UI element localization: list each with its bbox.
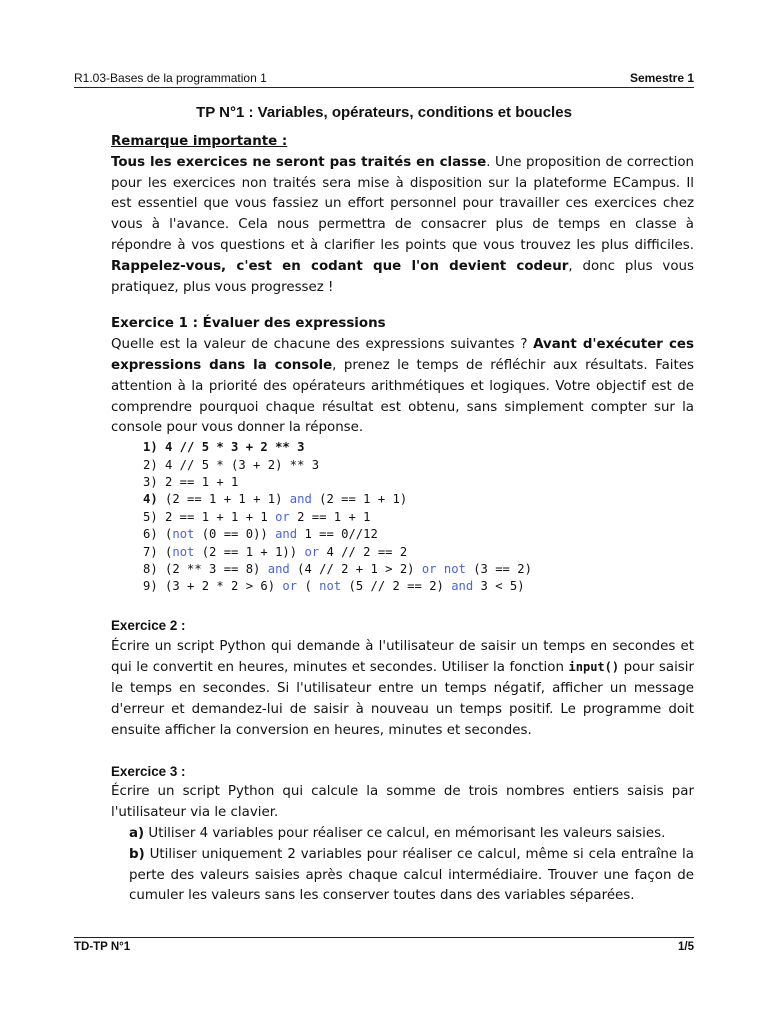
expression-text: 4)	[143, 492, 166, 507]
expression-text: 3 < 5)	[473, 579, 525, 594]
expression-text: 7) (	[143, 544, 173, 559]
keyword-token: or	[304, 544, 320, 559]
exercise-2-text	[111, 637, 694, 742]
keyword-token: and	[275, 527, 298, 542]
expression-item	[143, 526, 694, 543]
expression-item	[143, 439, 694, 456]
expression-item	[143, 561, 694, 578]
expression-text: 1 == 0//12	[297, 527, 378, 542]
exercise-3-title: Exercice 3 :	[111, 763, 186, 779]
ex2-code-input: input()	[568, 660, 620, 675]
expression-text: (2 == 1 + 1 + 1)	[165, 492, 290, 507]
keyword-token: not	[172, 544, 195, 559]
course-name: R1.03-Bases de la programmation 1	[74, 71, 267, 85]
expression-text: (2 == 1 + 1)	[311, 492, 408, 507]
expression-item	[143, 474, 694, 491]
part-b-label: b)	[129, 846, 145, 862]
expression-text: (3 == 2)	[465, 562, 532, 576]
exercise-3-part-a	[111, 824, 694, 845]
remarque-text-1: . Une proposition de correction pour les exercices non traités sera mise à disposition sur la plateforme ECampus. Il est essentiel que vous fassiez un effort personnel pour travailler ces exercices chez vous à l'avance. Cela nous permettra de consacrer plus de temps en classe à répondre à vos questions et à clarifier les points que vous trouvez les plus difficiles.	[111, 154, 695, 253]
keyword-token: or	[282, 579, 298, 594]
expression-text: 6) (	[143, 527, 173, 542]
remarque-strong-1: Tous les exercices ne seront pas traités en classe	[111, 154, 487, 170]
expression-list	[111, 439, 694, 596]
expression-text: 5) 2 == 1 + 1 + 1	[143, 509, 276, 524]
exercise-2-title: Exercice 2 :	[111, 617, 186, 633]
page-title: TP N°1 : Variables, opérateurs, conditions et boucles	[196, 104, 572, 121]
expression-text: 2) 4 // 5 * (3 + 2) ** 3	[143, 457, 320, 472]
expression-text: 3) 2 == 1 + 1	[143, 474, 239, 489]
part-a-label: a)	[129, 825, 145, 841]
expression-item	[143, 491, 694, 508]
ex1-text-2: , prenez le temps de réfléchir aux résultats. Faites attention à la priorité des opérateurs arithmétiques et logiques. Votre objectif est de comprendre pourquoi chaque résultat est obtenu, sans simplement compter sur la console pour vous donner la réponse.	[111, 357, 694, 436]
expression-text: (	[297, 579, 320, 594]
expression-item	[143, 457, 694, 474]
page-footer	[74, 937, 694, 956]
exercise-3-text: Écrire un script Python qui calcule la somme de trois nombres entiers saisis par l'utilisateur via le clavier.	[111, 784, 694, 821]
expression-text: (5 // 2 == 2)	[341, 579, 452, 594]
part-a-text: Utiliser 4 variables pour réaliser ce calcul, en mémorisant les valeurs saisies.	[144, 825, 666, 841]
keyword-token: and	[267, 562, 290, 576]
expression-text: 1) 4 // 5 * 3 + 2 ** 3	[143, 440, 305, 455]
remarque-text-2: , donc plus vous pratiquez, plus vous progressez !	[111, 258, 694, 295]
remarque-heading: Remarque importante :	[111, 134, 288, 149]
expression-text: 4 // 2 == 2	[319, 544, 408, 559]
remarque-paragraph	[111, 153, 694, 299]
page-header	[74, 69, 694, 88]
expression-text: (0 == 0))	[194, 527, 276, 542]
keyword-token: or	[275, 509, 290, 524]
expression-item	[143, 578, 694, 595]
keyword-token: and	[289, 492, 312, 507]
part-b-text: Utiliser uniquement 2 variables pour réaliser ce calcul, même si cela entraîne la perte des valeurs saisies après chaque calcul intermédiaire. Trouver une façon de cumuler les valeurs sans les conserver toutes dans des variables séparées.	[129, 846, 694, 904]
page-number: 1/5	[678, 941, 694, 953]
keyword-token: or not	[421, 562, 466, 576]
ex1-strong: Avant d'exécuter ces expressions dans la console	[111, 337, 694, 373]
expression-text: (4 // 2 + 1 > 2)	[289, 562, 422, 576]
exercise-3-part-b	[111, 845, 694, 907]
exercise-1-title: Exercice 1 : Évaluer des expressions	[111, 316, 386, 332]
ex2-text-2: pour saisir le temps en secondes. Si l'utilisateur entre un temps négatif, afficher un message d'erreur et demandez-lui de saisir à nouveau un temps positif. Le programme doit ensuite afficher la conversion en heures, minutes et secondes.	[111, 660, 694, 738]
ex1-text-1: Quelle est la valeur de chacune des expressions suivantes ?	[111, 337, 534, 353]
semester-label: Semestre 1	[629, 71, 694, 85]
document-body	[111, 132, 694, 907]
footer-doc-label: TD-TP N°1	[74, 941, 131, 953]
expression-item	[143, 509, 694, 526]
keyword-token: not	[319, 579, 342, 594]
expression-text: 8) (2 ** 3 == 8)	[143, 562, 268, 576]
expression-text: (2 == 1 + 1))	[194, 544, 305, 559]
ex2-text-1: Écrire un script Python qui demande à l'utilisateur de saisir un temps en secondes et qui le convertit en heures, minutes et secondes. Utiliser la fonction	[111, 638, 694, 676]
expression-item	[143, 544, 694, 561]
expression-text: 2 == 1 + 1	[289, 509, 371, 524]
expression-text: 9) (3 + 2 * 2 > 6)	[143, 579, 283, 594]
exercise-1-instructions	[111, 335, 694, 439]
keyword-token: and	[451, 579, 474, 594]
keyword-token: not	[172, 527, 195, 542]
remarque-strong-2: Rappelez-vous, c'est en codant que l'on devient codeur	[111, 258, 569, 274]
